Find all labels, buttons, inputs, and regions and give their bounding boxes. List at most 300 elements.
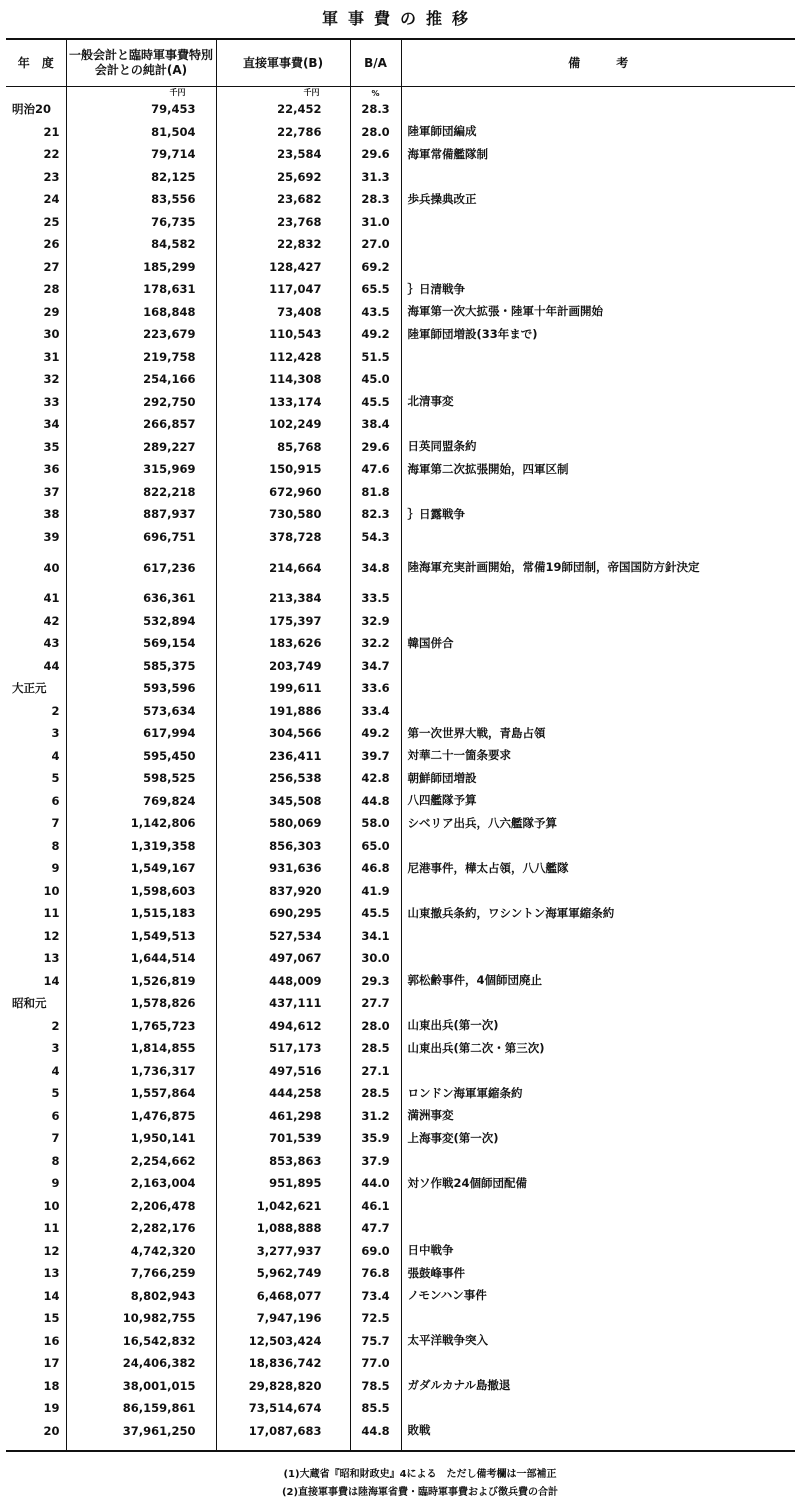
total-a-cell: 79,714 (66, 143, 216, 166)
total-a-cell: 79,453 (66, 98, 216, 121)
direct-b-cell: 672,960 (216, 481, 350, 504)
note-cell (401, 98, 795, 121)
ratio-cell: 32.2 (350, 632, 401, 655)
direct-b-cell: 444,258 (216, 1082, 350, 1105)
table-row (6, 1195, 795, 1218)
ratio-cell: 49.2 (350, 323, 401, 346)
direct-b-cell: 85,768 (216, 436, 350, 459)
year-cell: 2 (51, 703, 60, 718)
year-cell: 6 (51, 1108, 60, 1123)
year-cell: 3 (51, 1041, 60, 1056)
note-cell: 日英同盟条約 (401, 436, 795, 459)
total-a-cell: 532,894 (66, 610, 216, 633)
direct-b-cell: 203,749 (216, 655, 350, 678)
direct-b-cell: 73,408 (216, 301, 350, 324)
note-cell: ｝日露戦争 (401, 503, 795, 526)
table-row (6, 880, 795, 903)
direct-b-cell: 110,543 (216, 323, 350, 346)
table-row (6, 925, 795, 948)
table-row (6, 121, 795, 144)
ratio-cell: 34.1 (350, 925, 401, 948)
ratio-cell: 43.5 (350, 301, 401, 324)
table-row (6, 587, 795, 610)
year-cell: 33 (43, 394, 60, 409)
ratio-cell: 41.9 (350, 880, 401, 903)
year-cell: 15 (43, 1311, 60, 1326)
year-cell: 26 (43, 237, 60, 252)
header-ratio: B/A (350, 39, 401, 87)
total-a-cell: 573,634 (66, 700, 216, 723)
total-a-cell: 83,556 (66, 188, 216, 211)
direct-b-cell: 497,516 (216, 1060, 350, 1083)
ratio-cell: 33.5 (350, 587, 401, 610)
unit-ratio: % (350, 87, 401, 99)
ratio-cell: 37.9 (350, 1150, 401, 1173)
military-expenditure-table (6, 38, 795, 1452)
table-row (6, 812, 795, 835)
ratio-cell: 49.2 (350, 722, 401, 745)
year-cell: 大正元 (12, 681, 47, 696)
bottom-spacer (6, 1442, 795, 1451)
total-a-cell: 223,679 (66, 323, 216, 346)
header-year: 年 度 (6, 39, 66, 87)
direct-b-cell: 527,534 (216, 925, 350, 948)
year-cell: 14 (43, 1288, 60, 1303)
direct-b-cell: 150,915 (216, 458, 350, 481)
ratio-cell: 42.8 (350, 767, 401, 790)
note-cell (401, 700, 795, 723)
total-a-cell: 1,578,826 (66, 992, 216, 1015)
header-direct-b: 直接軍事費(B) (216, 39, 350, 87)
year-cell: 16 (43, 1333, 60, 1348)
ratio-cell: 27.7 (350, 992, 401, 1015)
note-cell: 敗戦 (401, 1420, 795, 1443)
table-row (6, 745, 795, 768)
table-row (6, 1082, 795, 1105)
year-cell: 12 (43, 1243, 60, 1258)
unit-b: 千円 (216, 87, 350, 99)
table-row (6, 98, 795, 121)
ratio-cell: 69.0 (350, 1240, 401, 1263)
ratio-cell: 28.3 (350, 188, 401, 211)
direct-b-cell: 856,303 (216, 835, 350, 858)
table-row (6, 391, 795, 414)
year-cell: 34 (43, 417, 60, 432)
total-a-cell: 289,227 (66, 436, 216, 459)
ratio-cell: 44.8 (350, 1420, 401, 1443)
note-cell (401, 1195, 795, 1218)
year-cell: 40 (43, 560, 60, 575)
note-cell: 張鼓峰事件 (401, 1262, 795, 1285)
ratio-cell: 38.4 (350, 413, 401, 436)
direct-b-cell: 133,174 (216, 391, 350, 414)
note-cell (401, 1060, 795, 1083)
note-cell (401, 211, 795, 234)
table-row (6, 346, 795, 369)
direct-b-cell: 23,768 (216, 211, 350, 234)
header-note: 備 考 (401, 39, 795, 87)
year-cell: 14 (43, 973, 60, 988)
year-cell: 32 (43, 372, 60, 387)
total-a-cell: 595,450 (66, 745, 216, 768)
note-cell: ノモンハン事件 (401, 1285, 795, 1308)
note-cell (401, 835, 795, 858)
year-cell: 昭和元 (12, 996, 47, 1011)
direct-b-cell: 5,962,749 (216, 1262, 350, 1285)
total-a-cell: 37,961,250 (66, 1420, 216, 1443)
ratio-cell: 31.3 (350, 166, 401, 189)
table-row (6, 256, 795, 279)
ratio-cell: 27.0 (350, 233, 401, 256)
total-a-cell: 84,582 (66, 233, 216, 256)
year-cell: 25 (43, 214, 60, 229)
note-cell (401, 166, 795, 189)
ratio-cell: 30.0 (350, 947, 401, 970)
total-a-cell: 81,504 (66, 121, 216, 144)
table-row (6, 767, 795, 790)
ratio-cell: 75.7 (350, 1330, 401, 1353)
total-a-cell: 1,515,183 (66, 902, 216, 925)
year-cell: 12 (43, 928, 60, 943)
note-cell: 八四艦隊予算 (401, 790, 795, 813)
table-row (6, 655, 795, 678)
direct-b-cell: 7,947,196 (216, 1307, 350, 1330)
note-cell (401, 992, 795, 1015)
note-cell (401, 677, 795, 700)
year-cell: 19 (43, 1401, 60, 1416)
year-cell: 22 (43, 147, 60, 162)
table-row (6, 1330, 795, 1353)
note-cell: 陸軍師団編成 (401, 121, 795, 144)
table-row (6, 947, 795, 970)
total-a-cell: 617,236 (66, 548, 216, 587)
total-a-cell: 10,982,755 (66, 1307, 216, 1330)
direct-b-cell: 236,411 (216, 745, 350, 768)
note-cell (401, 368, 795, 391)
direct-b-cell: 951,895 (216, 1172, 350, 1195)
year-cell: 30 (43, 327, 60, 342)
total-a-cell: 1,814,855 (66, 1037, 216, 1060)
total-a-cell: 1,557,864 (66, 1082, 216, 1105)
total-a-cell: 168,848 (66, 301, 216, 324)
direct-b-cell: 304,566 (216, 722, 350, 745)
direct-b-cell: 12,503,424 (216, 1330, 350, 1353)
year-cell: 11 (43, 1221, 60, 1236)
total-a-cell: 1,765,723 (66, 1015, 216, 1038)
table-row (6, 1352, 795, 1375)
year-cell: 28 (43, 282, 60, 297)
ratio-cell: 34.7 (350, 655, 401, 678)
direct-b-cell: 378,728 (216, 526, 350, 549)
ratio-cell: 46.8 (350, 857, 401, 880)
ratio-cell: 81.8 (350, 481, 401, 504)
total-a-cell: 598,525 (66, 767, 216, 790)
ratio-cell: 28.0 (350, 121, 401, 144)
year-cell: 4 (51, 748, 60, 763)
direct-b-cell: 29,828,820 (216, 1375, 350, 1398)
direct-b-cell: 183,626 (216, 632, 350, 655)
direct-b-cell: 461,298 (216, 1105, 350, 1128)
footnote-1: (1)大蔵省『昭和財政史』4による ただし備考欄は一部補正 (283, 1469, 557, 1480)
year-cell: 8 (51, 1153, 60, 1168)
total-a-cell: 315,969 (66, 458, 216, 481)
direct-b-cell: 256,538 (216, 767, 350, 790)
total-a-cell: 1,526,819 (66, 970, 216, 993)
year-cell: 8 (51, 838, 60, 853)
note-cell: ｝日清戦争 (401, 278, 795, 301)
ratio-cell: 82.3 (350, 503, 401, 526)
direct-b-cell: 1,042,621 (216, 1195, 350, 1218)
direct-b-cell: 3,277,937 (216, 1240, 350, 1263)
note-cell: 山東出兵(第一次) (401, 1015, 795, 1038)
table-row (6, 233, 795, 256)
total-a-cell: 2,282,176 (66, 1217, 216, 1240)
ratio-cell: 46.1 (350, 1195, 401, 1218)
total-a-cell: 16,542,832 (66, 1330, 216, 1353)
year-cell: 31 (43, 349, 60, 364)
ratio-cell: 45.5 (350, 391, 401, 414)
table-row (6, 790, 795, 813)
unit-a: 千円 (66, 87, 216, 99)
total-a-cell: 1,549,167 (66, 857, 216, 880)
total-a-cell: 1,319,358 (66, 835, 216, 858)
year-cell: 明治20 (12, 102, 52, 117)
total-a-cell: 1,476,875 (66, 1105, 216, 1128)
note-cell (401, 925, 795, 948)
note-cell: 歩兵操典改正 (401, 188, 795, 211)
table-row (6, 211, 795, 234)
year-cell: 18 (43, 1378, 60, 1393)
year-cell: 23 (43, 169, 60, 184)
year-cell: 7 (51, 1131, 60, 1146)
footnotes (0, 1466, 800, 1502)
note-cell: 対ソ作戦24個師団配備 (401, 1172, 795, 1195)
direct-b-cell: 23,584 (216, 143, 350, 166)
total-a-cell: 1,950,141 (66, 1127, 216, 1150)
total-a-cell: 2,206,478 (66, 1195, 216, 1218)
year-cell: 10 (43, 883, 60, 898)
total-a-cell: 38,001,015 (66, 1375, 216, 1398)
direct-b-cell: 690,295 (216, 902, 350, 925)
direct-b-cell: 191,886 (216, 700, 350, 723)
ratio-cell: 65.0 (350, 835, 401, 858)
year-cell: 35 (43, 439, 60, 454)
note-cell (401, 947, 795, 970)
total-a-cell: 569,154 (66, 632, 216, 655)
note-cell (401, 1150, 795, 1173)
year-cell: 38 (43, 507, 60, 522)
table-row (6, 700, 795, 723)
total-a-cell: 178,631 (66, 278, 216, 301)
year-cell: 42 (43, 613, 60, 628)
direct-b-cell: 17,087,683 (216, 1420, 350, 1443)
total-a-cell: 1,142,806 (66, 812, 216, 835)
year-cell: 37 (43, 484, 60, 499)
note-cell (401, 1217, 795, 1240)
year-cell: 5 (51, 771, 60, 786)
ratio-cell: 73.4 (350, 1285, 401, 1308)
note-cell: 北清事変 (401, 391, 795, 414)
ratio-cell: 28.3 (350, 98, 401, 121)
direct-b-cell: 214,664 (216, 548, 350, 587)
ratio-cell: 47.7 (350, 1217, 401, 1240)
table-row (6, 548, 795, 587)
ratio-cell: 77.0 (350, 1352, 401, 1375)
year-cell: 10 (43, 1198, 60, 1213)
year-cell: 43 (43, 636, 60, 651)
table-row (6, 323, 795, 346)
ratio-cell: 34.8 (350, 548, 401, 587)
direct-b-cell: 580,069 (216, 812, 350, 835)
table-row (6, 1217, 795, 1240)
note-cell (401, 346, 795, 369)
total-a-cell: 696,751 (66, 526, 216, 549)
note-cell: 韓国併合 (401, 632, 795, 655)
note-cell: 太平洋戦争突入 (401, 1330, 795, 1353)
year-cell: 13 (43, 951, 60, 966)
direct-b-cell: 1,088,888 (216, 1217, 350, 1240)
year-cell: 27 (43, 259, 60, 274)
total-a-cell: 636,361 (66, 587, 216, 610)
note-cell: 海軍常備艦隊制 (401, 143, 795, 166)
ratio-cell: 85.5 (350, 1397, 401, 1420)
ratio-cell: 58.0 (350, 812, 401, 835)
note-cell: 陸軍師団増設(33年まで) (401, 323, 795, 346)
table-title: 軍事費の推移 (321, 9, 478, 28)
year-cell: 39 (43, 529, 60, 544)
table-row (6, 413, 795, 436)
ratio-cell: 45.5 (350, 902, 401, 925)
note-cell (401, 610, 795, 633)
total-a-cell: 254,166 (66, 368, 216, 391)
total-a-cell: 1,598,603 (66, 880, 216, 903)
table-row (6, 1397, 795, 1420)
direct-b-cell: 175,397 (216, 610, 350, 633)
note-cell: 尼港事件，樺太占領，八八艦隊 (401, 857, 795, 880)
note-cell: 満洲事変 (401, 1105, 795, 1128)
header-row (6, 39, 795, 87)
table-row (6, 1285, 795, 1308)
total-a-cell: 185,299 (66, 256, 216, 279)
table-row (6, 503, 795, 526)
ratio-cell: 65.5 (350, 278, 401, 301)
year-cell: 13 (43, 1266, 60, 1281)
year-cell: 29 (43, 304, 60, 319)
note-cell (401, 880, 795, 903)
note-cell: 陸海軍充実計画開始，常備19師団制，帝国国防方針決定 (401, 548, 795, 587)
table-row (6, 278, 795, 301)
total-a-cell: 822,218 (66, 481, 216, 504)
direct-b-cell: 25,692 (216, 166, 350, 189)
ratio-cell: 45.0 (350, 368, 401, 391)
year-cell: 7 (51, 816, 60, 831)
direct-b-cell: 853,863 (216, 1150, 350, 1173)
note-cell: 海軍第一次大拡張・陸軍十年計画開始 (401, 301, 795, 324)
year-cell: 6 (51, 793, 60, 808)
year-cell: 9 (51, 861, 60, 876)
table-row (6, 1105, 795, 1128)
direct-b-cell: 213,384 (216, 587, 350, 610)
table-row (6, 992, 795, 1015)
year-cell: 17 (43, 1356, 60, 1371)
note-cell: 山東出兵(第二次・第三次) (401, 1037, 795, 1060)
direct-b-cell: 22,786 (216, 121, 350, 144)
table-row (6, 301, 795, 324)
note-cell: 対華二十一箇条要求 (401, 745, 795, 768)
ratio-cell: 28.0 (350, 1015, 401, 1038)
year-cell: 20 (43, 1423, 60, 1438)
direct-b-cell: 730,580 (216, 503, 350, 526)
total-a-cell: 769,824 (66, 790, 216, 813)
direct-b-cell: 517,173 (216, 1037, 350, 1060)
total-a-cell: 2,163,004 (66, 1172, 216, 1195)
year-cell: 2 (51, 1018, 60, 1033)
direct-b-cell: 494,612 (216, 1015, 350, 1038)
table-row (6, 188, 795, 211)
note-cell: 日中戦争 (401, 1240, 795, 1263)
direct-b-cell: 18,836,742 (216, 1352, 350, 1375)
note-cell: 朝鮮師団増設 (401, 767, 795, 790)
table-row (6, 1172, 795, 1195)
year-cell: 3 (51, 726, 60, 741)
direct-b-cell: 6,468,077 (216, 1285, 350, 1308)
year-cell: 36 (43, 462, 60, 477)
total-a-cell: 86,159,861 (66, 1397, 216, 1420)
total-a-cell: 8,802,943 (66, 1285, 216, 1308)
year-cell: 11 (43, 906, 60, 921)
note-cell (401, 256, 795, 279)
ratio-cell: 44.0 (350, 1172, 401, 1195)
header-total-a: 一般会計と臨時軍事費特別会計との純計(A) (66, 39, 216, 87)
table-row (6, 1060, 795, 1083)
note-cell: 郭松齢事件，4個師団廃止 (401, 970, 795, 993)
note-cell (401, 481, 795, 504)
total-a-cell: 1,736,317 (66, 1060, 216, 1083)
footnote-2: (2)直接軍事費は陸海軍省費・臨時軍事費および徴兵費の合計 (281, 1487, 559, 1498)
direct-b-cell: 497,067 (216, 947, 350, 970)
table-row (6, 632, 795, 655)
table-row (6, 610, 795, 633)
total-a-cell: 24,406,382 (66, 1352, 216, 1375)
table-row (6, 1127, 795, 1150)
ratio-cell: 39.7 (350, 745, 401, 768)
direct-b-cell: 73,514,674 (216, 1397, 350, 1420)
ratio-cell: 69.2 (350, 256, 401, 279)
total-a-cell: 593,596 (66, 677, 216, 700)
note-cell: 山東撤兵条約，ワシントン海軍軍縮条約 (401, 902, 795, 925)
note-cell (401, 526, 795, 549)
ratio-cell: 28.5 (350, 1037, 401, 1060)
unit-row (6, 87, 795, 99)
direct-b-cell: 117,047 (216, 278, 350, 301)
total-a-cell: 2,254,662 (66, 1150, 216, 1173)
note-cell (401, 655, 795, 678)
table-row (6, 835, 795, 858)
direct-b-cell: 345,508 (216, 790, 350, 813)
note-cell: ロンドン海軍軍縮条約 (401, 1082, 795, 1105)
total-a-cell: 219,758 (66, 346, 216, 369)
year-cell: 41 (43, 591, 60, 606)
ratio-cell: 72.5 (350, 1307, 401, 1330)
total-a-cell: 4,742,320 (66, 1240, 216, 1263)
ratio-cell: 28.5 (350, 1082, 401, 1105)
total-a-cell: 1,644,514 (66, 947, 216, 970)
total-a-cell: 1,549,513 (66, 925, 216, 948)
ratio-cell: 29.6 (350, 143, 401, 166)
total-a-cell: 266,857 (66, 413, 216, 436)
table-row (6, 970, 795, 993)
note-cell (401, 587, 795, 610)
